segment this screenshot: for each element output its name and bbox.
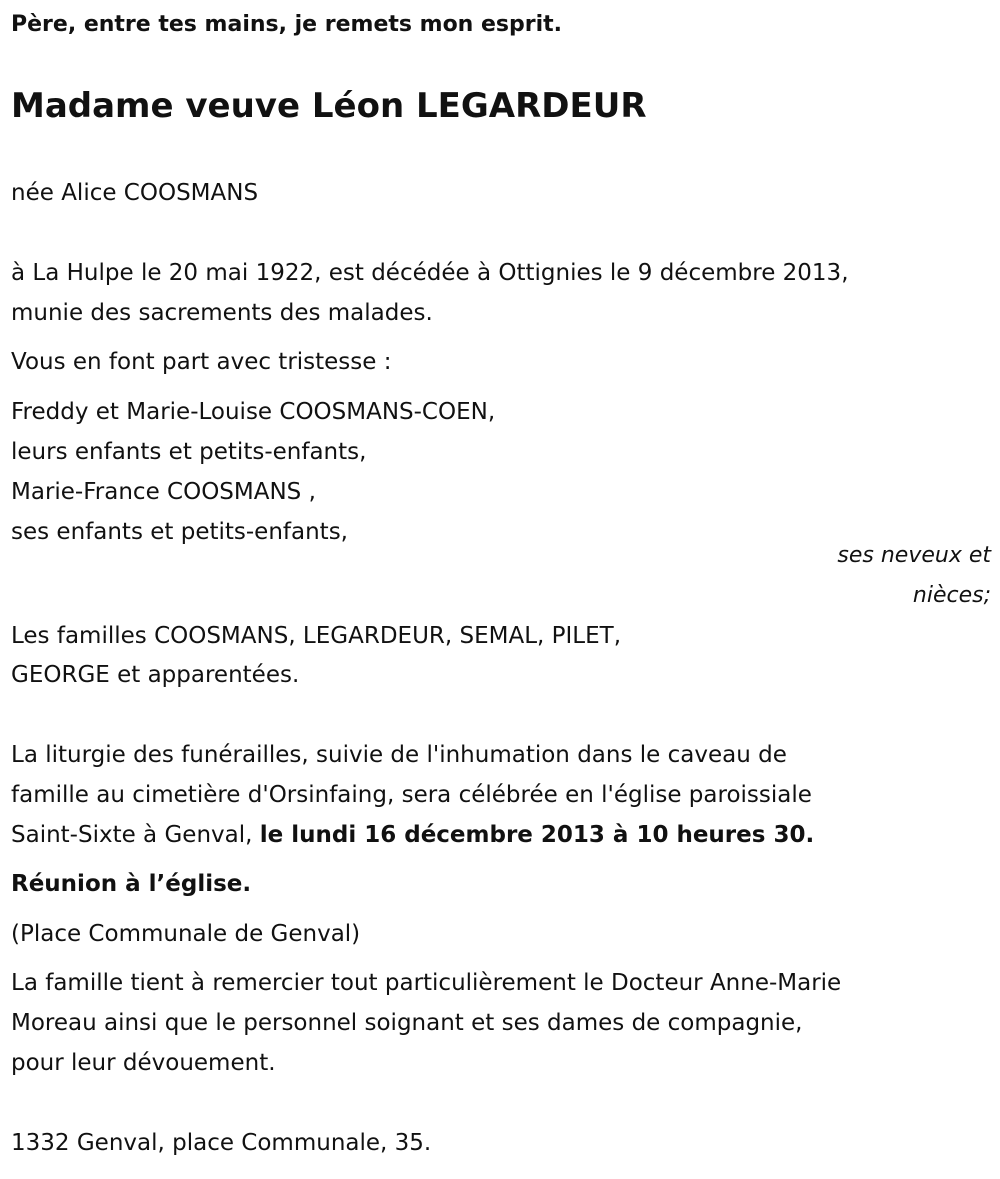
families-line-1: Les familles COOSMANS, LEGARDEUR, SEMAL, PILET,	[11, 623, 622, 649]
family-line-4: ses enfants et petits-enfants,	[11, 519, 348, 545]
thanks-line-2: Moreau ainsi que le personnel soignant et ses dames de compagnie,	[11, 1010, 803, 1036]
nephews-line-1: ses neveux et	[837, 543, 991, 568]
liturgy-line-3	[11, 820, 814, 850]
birth-death-line-1: à La Hulpe le 20 mai 1922, est décédée à Ottignies le 9 décembre 2013,	[11, 260, 849, 286]
family-line-3: Marie-France COOSMANS ,	[11, 479, 316, 505]
funeral-date: le lundi 16 décembre 2013 à 10 heures 30.	[259, 822, 815, 848]
place: (Place Communale de Genval)	[11, 921, 361, 947]
deceased-name: Madame veuve Léon LEGARDEUR	[11, 86, 647, 126]
liturgy-church: Saint-Sixte à Genval,	[11, 822, 260, 848]
liturgy-line-1: La liturgie des funérailles, suivie de l'inhumation dans le caveau de	[11, 742, 787, 768]
announcement: Vous en font part avec tristesse :	[11, 349, 392, 375]
thanks-line-1: La famille tient à remercier tout particulièrement le Docteur Anne-Marie	[11, 970, 842, 996]
birth-death-line-2: munie des sacrements des malades.	[11, 300, 433, 326]
liturgy-line-2: famille au cimetière d'Orsinfaing, sera célébrée en l'église paroissiale	[11, 782, 812, 808]
meeting-notice: Réunion à l’église.	[11, 871, 252, 897]
nephews-line-2: nièces;	[912, 583, 991, 608]
thanks-line-3: pour leur dévouement.	[11, 1050, 276, 1076]
family-line-1: Freddy et Marie-Louise COOSMANS-COEN,	[11, 399, 496, 425]
families-line-2: GEORGE et apparentées.	[11, 662, 300, 688]
motto: Père, entre tes mains, je remets mon esprit.	[11, 12, 563, 37]
family-line-2: leurs enfants et petits-enfants,	[11, 439, 367, 465]
maiden-name: née Alice COOSMANS	[11, 180, 259, 206]
address: 1332 Genval, place Communale, 35.	[11, 1130, 432, 1156]
